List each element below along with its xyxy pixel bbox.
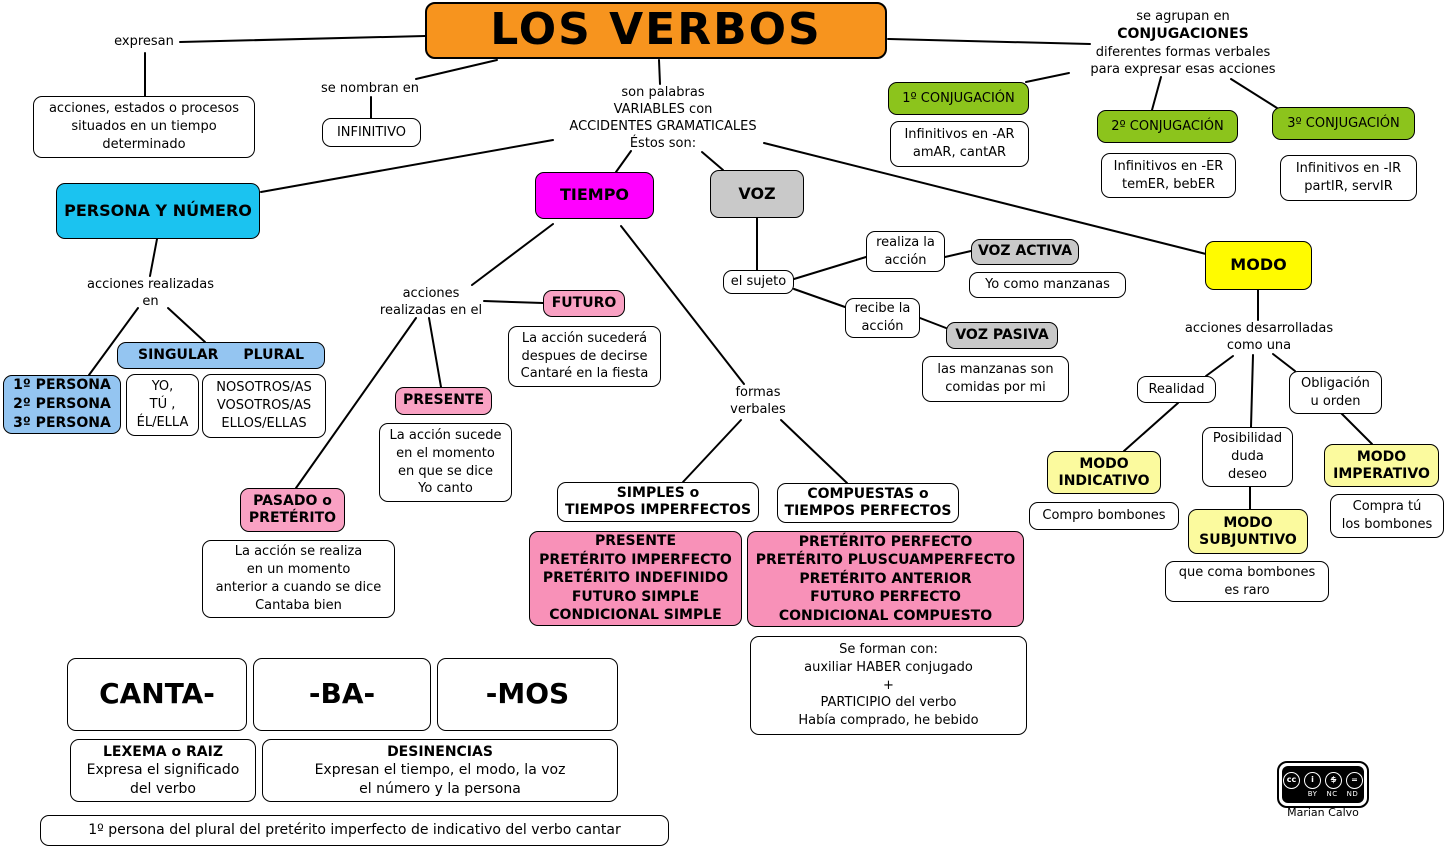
node-realiza-accion <box>866 231 945 272</box>
text-line: anterior a cuando se dice <box>215 580 382 595</box>
node-el-sujeto: el sujeto <box>723 270 794 294</box>
text-line: PRETÉRITO ANTERIOR <box>799 570 972 587</box>
cc-nd-icon: = <box>1346 772 1363 789</box>
text-line: determinado <box>102 136 186 152</box>
text-line: LEXEMA o RAIZ <box>103 744 223 761</box>
text-line: SIMPLES o <box>616 484 700 501</box>
text-line: TÚ , <box>149 397 176 413</box>
text-line: el número y la persona <box>359 780 521 797</box>
text-line: situados en un tiempo <box>71 119 217 135</box>
text-line: acción <box>884 252 927 268</box>
text-line: ÉL/ELLA <box>136 414 189 430</box>
page-title: LOS VERBOS <box>490 4 822 56</box>
text-line: acciones <box>402 286 460 301</box>
node-footnote: 1º persona del plural del pretérito imperfecto de indicativo del verbo cantar <box>40 815 669 846</box>
cc-nd-label: ND <box>1346 789 1359 798</box>
cc-by-label: BY <box>1307 789 1318 798</box>
text-line: partIR, servIR <box>1304 179 1393 194</box>
text-line: NOSOTROS/AS <box>216 380 312 396</box>
text-line: PRETÉRITO <box>248 510 337 526</box>
node-imperativo-ejemplo <box>1330 494 1444 538</box>
cc-icon: cc <box>1283 772 1300 789</box>
text-line: acciones, estados o procesos <box>48 101 240 117</box>
node-pasado-desc <box>202 540 395 618</box>
text-line: PASADO o <box>253 493 332 510</box>
text-line: realiza la <box>876 234 935 250</box>
node-pronombres-singular <box>126 374 199 436</box>
text-line: ACCIDENTES GRAMATICALES <box>569 119 757 135</box>
label-acciones-realizadas-en <box>83 276 218 310</box>
text-line: CONDICIONAL SIMPLE <box>549 607 722 624</box>
text-line: VARIABLES con <box>613 102 713 118</box>
text-line: se agrupan en <box>1136 9 1230 24</box>
text-line: PRESENTE <box>594 533 677 550</box>
node-compuestas-header <box>777 483 959 523</box>
text-line: Infinitivos en -ER <box>1113 158 1224 174</box>
text-line: COMPUESTAS o <box>807 485 929 502</box>
node-se-forman-con <box>750 636 1027 735</box>
text-line: DESINENCIAS <box>387 744 493 761</box>
text-line: comidas por mi <box>945 380 1046 395</box>
text-line: SUBJUNTIVO <box>1199 531 1297 548</box>
node-personas <box>3 375 121 434</box>
node-infinitivos-er <box>1101 153 1236 198</box>
text-line: La acción sucederá <box>521 330 648 346</box>
text-line: en que se dice <box>398 463 493 479</box>
node-tiempo: TIEMPO <box>535 172 654 219</box>
node-voz: VOZ <box>710 170 804 218</box>
node-obligacion <box>1289 371 1382 414</box>
node-subjuntivo-ejemplo <box>1165 561 1329 602</box>
text-line: IMPERATIVO <box>1333 465 1430 482</box>
text-line: Se forman con: <box>839 641 938 657</box>
node-infinitivos-ar <box>890 121 1029 167</box>
text-line: INDICATIVO <box>1058 472 1150 489</box>
text-line: PRETÉRITO IMPERFECTO <box>539 551 732 568</box>
node-modo-subjuntivo <box>1188 509 1308 554</box>
text-line: Obligación <box>1301 375 1370 391</box>
node-simples-header <box>557 482 759 522</box>
text-line: duda <box>1231 449 1264 465</box>
node-tiempos-simples <box>529 531 742 626</box>
text-line: u orden <box>1310 393 1361 409</box>
text-line: Había comprado, he bebido <box>798 713 979 729</box>
text-line: para expresar esas acciones <box>1090 61 1276 77</box>
text-line: son palabras <box>621 85 705 100</box>
text-line: MODO <box>1356 448 1407 465</box>
text-line: realizadas en el <box>379 303 483 319</box>
node-futuro-desc <box>508 326 661 387</box>
plural-label: PLURAL <box>243 346 304 363</box>
text-line: TIEMPOS IMPERFECTOS <box>564 502 752 518</box>
node-infinitivo: INFINITIVO <box>322 118 421 147</box>
cc-nc-label: NC <box>1326 789 1338 798</box>
text-line: VOSOTROS/AS <box>216 398 312 414</box>
text-line: las manzanas son <box>937 362 1054 378</box>
node-desinencia-mos: -MOS <box>437 658 618 731</box>
text-line: PRETÉRITO PERFECTO <box>798 533 973 550</box>
text-line: acción <box>861 319 904 334</box>
text-line: temER, bebER <box>1121 176 1216 192</box>
text-line: recibe la <box>854 301 911 317</box>
text-line: deseo <box>1228 466 1267 482</box>
node-lexema-canta: CANTA- <box>67 658 247 731</box>
node-realidad: Realidad <box>1137 376 1216 403</box>
text-line: del verbo <box>130 780 196 797</box>
node-modo: MODO <box>1205 241 1312 290</box>
label-son-palabras <box>556 84 770 153</box>
attribution-label: Marian Calvo <box>1287 806 1359 819</box>
text-line: formas <box>735 385 781 400</box>
text-line: Yo canto <box>418 481 473 497</box>
node-modo-indicativo <box>1047 451 1161 494</box>
node-futuro: FUTURO <box>543 290 625 317</box>
text-line: auxiliar HABER conjugado <box>804 659 973 675</box>
text-line: CONJUGACIONES <box>1117 26 1249 43</box>
text-line: PRETÉRITO INDEFINIDO <box>542 570 729 587</box>
label-se-agrupan <box>1078 8 1288 78</box>
label-se-nombran: se nombran en <box>321 81 419 96</box>
node-persona-y-numero: PERSONA Y NÚMERO <box>56 183 260 239</box>
text-line: La acción sucede <box>389 427 502 443</box>
node-lexema-raiz <box>70 739 256 802</box>
text-line: TIEMPOS PERFECTOS <box>784 503 952 519</box>
text-line: Infinitivos en -IR <box>1295 161 1402 177</box>
text-line: Expresan el tiempo, el modo, la voz <box>314 762 566 779</box>
node-conjugacion-2: 2º CONJUGACIÓN <box>1097 110 1238 143</box>
text-line: en <box>142 294 159 310</box>
cc-license-badge <box>1277 761 1369 808</box>
label-formas-verbales <box>726 384 790 418</box>
node-posibilidad <box>1202 427 1293 487</box>
text-line: Compra tú <box>1352 499 1422 515</box>
node-infinitivos-ir <box>1280 155 1417 201</box>
node-los-verbos <box>425 2 887 59</box>
label-acciones-realizadas-el <box>372 285 490 319</box>
text-line: Éstos son: <box>629 136 697 152</box>
singular-label: SINGULAR <box>138 346 219 363</box>
text-line: como una <box>1226 338 1292 354</box>
text-line: 1º PERSONA <box>13 376 111 393</box>
text-line: FUTURO PERFECTO <box>810 589 961 606</box>
text-line: Cantaba bien <box>255 597 342 613</box>
text-line: 2º PERSONA <box>13 395 111 412</box>
cc-license-inner <box>1282 766 1364 803</box>
node-voz-activa-ejemplo: Yo como manzanas <box>969 272 1126 298</box>
text-line: PARTICIPIO del verbo <box>820 695 957 711</box>
node-voz-activa: VOZ ACTIVA <box>971 239 1079 265</box>
node-indicativo-ejemplo: Compro bombones <box>1029 502 1179 530</box>
label-acciones-desarrolladas <box>1175 320 1343 354</box>
text-line: en el momento <box>396 445 495 461</box>
text-line: FUTURO SIMPLE <box>571 588 700 605</box>
text-line: PRETÉRITO PLUSCUAMPERFECTO <box>755 552 1016 569</box>
text-line: verbales <box>730 402 786 418</box>
text-line: Infinitivos en -AR <box>904 127 1015 143</box>
text-line: diferentes formas verbales <box>1095 44 1271 60</box>
node-singular-plural <box>117 342 325 369</box>
text-line: que coma bombones <box>1178 564 1316 580</box>
text-line: despues de decirse <box>521 348 648 364</box>
text-line: acciones realizadas <box>87 277 214 292</box>
node-conjugacion-3: 3º CONJUGACIÓN <box>1272 107 1415 140</box>
cc-nc-icon: $ <box>1325 772 1342 789</box>
text-line: Expresa el significado <box>86 762 240 779</box>
node-pronombres-plural <box>202 374 326 438</box>
node-conjugacion-1: 1º CONJUGACIÓN <box>888 82 1029 115</box>
node-tiempos-compuestos <box>747 531 1024 627</box>
node-modo-imperativo <box>1324 444 1439 487</box>
node-desinencias <box>262 739 618 802</box>
node-recibe-accion <box>845 298 920 338</box>
text-line: Posibilidad <box>1212 431 1283 447</box>
node-voz-pasiva: VOZ PASIVA <box>946 322 1058 349</box>
cc-label-row <box>1308 790 1358 798</box>
node-voz-pasiva-ejemplo <box>922 356 1069 402</box>
text-line: Cantaré en la fiesta <box>520 366 649 382</box>
text-line: los bombones <box>1341 517 1433 532</box>
text-line: es raro <box>1224 582 1270 598</box>
text-line: amAR, cantAR <box>912 145 1007 160</box>
node-presente: PRESENTE <box>395 387 492 415</box>
node-desinencia-ba: -BA- <box>253 658 431 731</box>
text-line: CONDICIONAL COMPUESTO <box>778 607 993 624</box>
node-pasado <box>240 488 345 532</box>
text-line: 3º PERSONA <box>13 415 111 432</box>
cc-icon-row <box>1283 772 1363 789</box>
label-expresan: expresan <box>114 34 174 49</box>
node-acciones-estados <box>33 96 255 158</box>
text-line: MODO <box>1079 455 1129 472</box>
text-line: ELLOS/ELLAS <box>221 415 307 431</box>
text-line: MODO <box>1223 514 1273 531</box>
node-presente-desc <box>379 423 512 502</box>
text-line: La acción se realiza <box>234 544 363 560</box>
cc-by-icon: i <box>1304 772 1321 789</box>
text-line: acciones desarrolladas <box>1184 321 1334 336</box>
text-line: en un momento <box>246 562 351 578</box>
text-line: + <box>883 677 894 693</box>
text-line: YO, <box>151 379 174 395</box>
